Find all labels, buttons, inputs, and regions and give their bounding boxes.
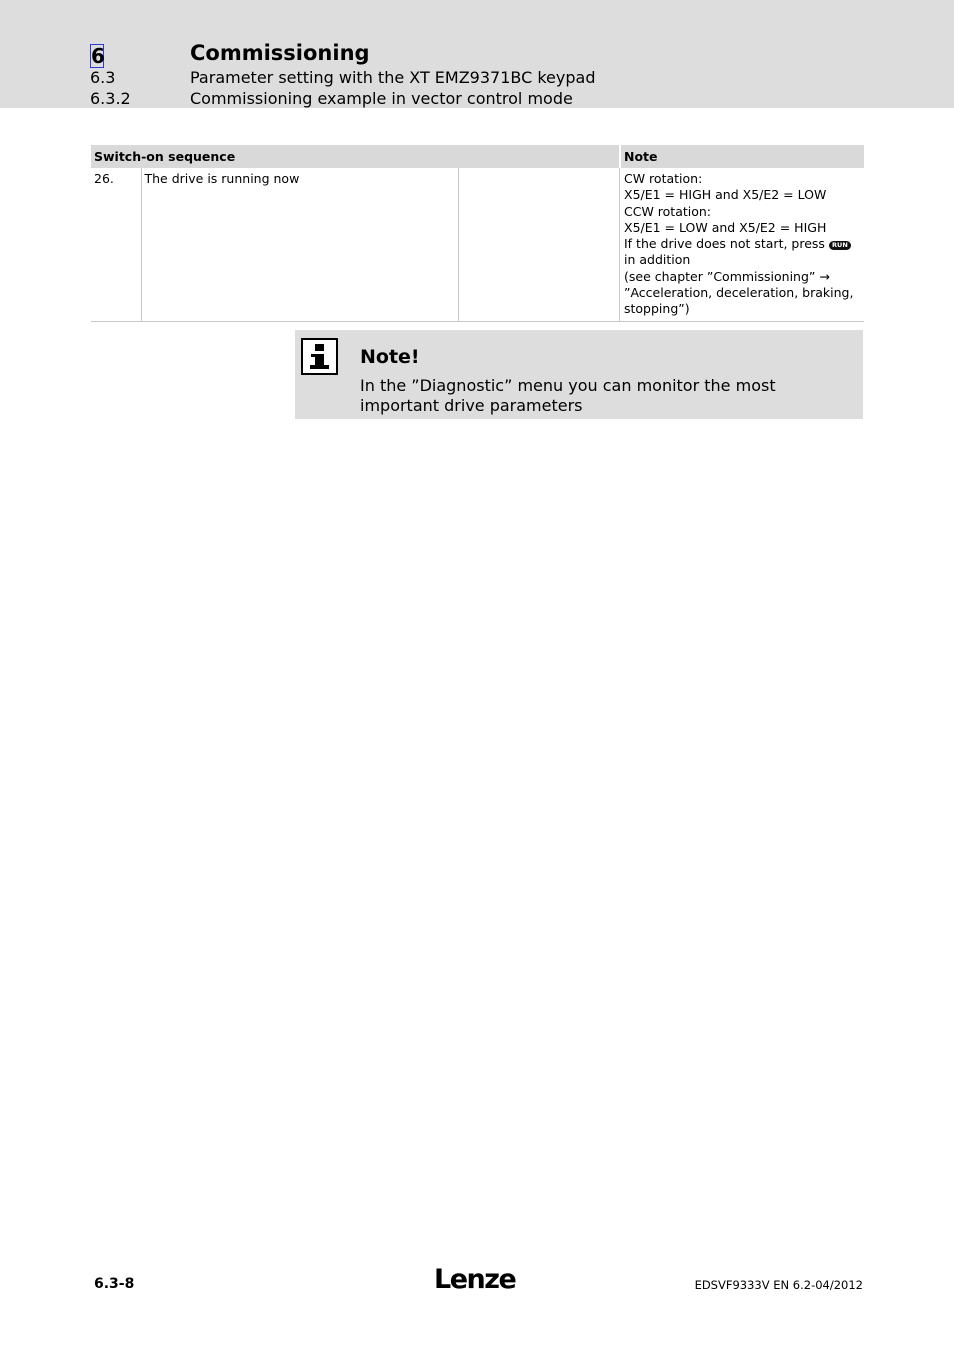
note-press-suffix: in addition	[624, 252, 691, 268]
info-icon	[301, 338, 338, 375]
step-note	[621, 168, 864, 321]
subsection-title: Commissioning example in vector control mode	[190, 89, 573, 108]
step-number: 26.	[91, 168, 141, 321]
note-body: In the ”Diagnostic” menu you can monitor the most important drive parameters	[360, 376, 776, 415]
note-press-line	[624, 236, 861, 269]
subsection-number: 6.3.2	[90, 89, 131, 108]
note-heading: Note!	[360, 346, 420, 368]
header-note: Note	[621, 145, 864, 168]
note-line: CCW rotation:	[624, 203, 712, 219]
header-switch-on-sequence: Switch-on sequence	[91, 145, 619, 168]
section-title: Parameter setting with the XT EMZ9371BC keypad	[190, 68, 596, 87]
note-line: X5/E1 = HIGH and X5/E2 = LOW	[624, 187, 827, 203]
document-id: EDSVF9333V EN 6.2-04/2012	[694, 1278, 863, 1292]
chapter-number-link[interactable]: 6	[91, 44, 105, 68]
page-number: 6.3-8	[94, 1276, 135, 1292]
lenze-logo: Lenze	[434, 1264, 516, 1295]
note-line: X5/E1 = LOW and X5/E2 = HIGH	[624, 219, 827, 235]
note-reference: (see chapter ”Commissioning” → ”Acceleration, deceleration, braking, stopping”)	[624, 268, 854, 317]
step-description: The drive is running now	[141, 168, 458, 321]
switch-on-sequence-table	[91, 145, 864, 322]
chapter-title: Commissioning	[190, 41, 370, 65]
table-row	[91, 168, 864, 321]
section-number: 6.3	[90, 68, 116, 87]
run-key-icon: RUN	[829, 241, 851, 250]
note-box	[295, 330, 863, 419]
table-header-row	[91, 145, 864, 168]
note-press-prefix: If the drive does not start, press	[624, 236, 825, 252]
note-line: CW rotation:	[624, 171, 703, 186]
step-extra-cell	[458, 168, 619, 321]
